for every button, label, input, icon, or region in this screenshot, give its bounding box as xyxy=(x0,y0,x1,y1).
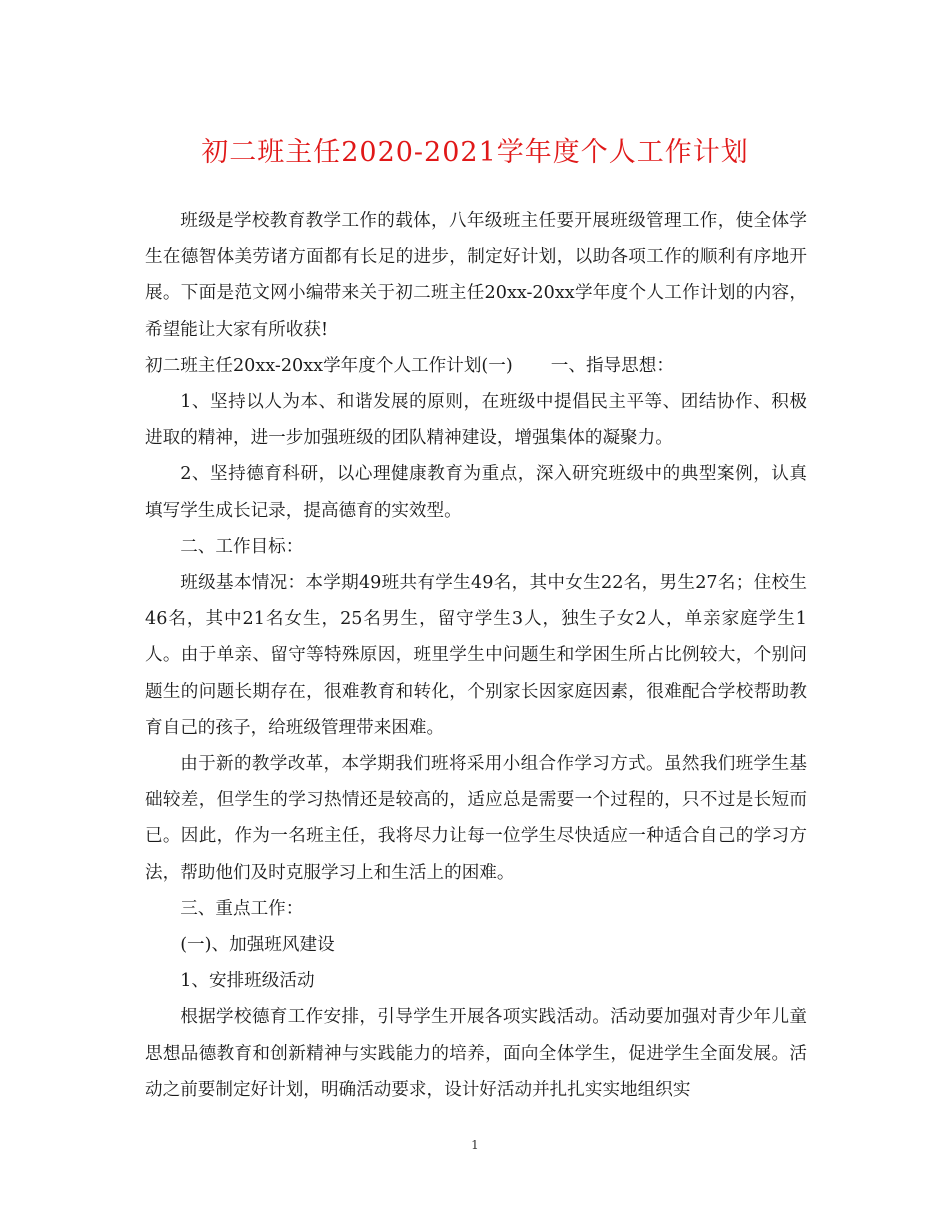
subsection-one-heading: (一)、加强班风建设 xyxy=(180,935,335,956)
activity-paragraph: 根据学校德育工作安排，引导学生开展各项实践活动。活动要加强对青少年儿童思想品德教育和创新精神与实践能力的培养，面向全体学生，促进学生全面发展。活动之前要制定好计划，明确活动要求，设计好活动并扎扎实实地组织实 xyxy=(145,1007,807,1100)
reform-paragraph: 由于新的教学改革，本学期我们班将采用小组合作学习方式。虽然我们班学生基础较差，但学生的学习热情还是较高的，适应总是需要一个过程的，只不过是长短而已。因此，作为一名班主任，我将尽力让每一位学生尽快适应一种适合自己的学习方法，帮助他们及时克服学习上和生活上的困难。 xyxy=(145,754,807,883)
class-situation-paragraph: 班级基本情况：本学期49班共有学生49名，其中女生22名，男生27名；住校生46名，其中21名女生，25名男生，留守学生3人，独生子女2人，单亲家庭学生1人。由于单亲、留守等特殊原因，班里学生中问题生和学困生所占比例较大，个别问题生的问题长期存在，很难教育和转化，个别家长因家庭因素，很难配合学校帮助教育自己的孩子，给班级管理带来困难。 xyxy=(145,573,807,738)
page-number: 1 xyxy=(471,1138,479,1152)
item-one-paragraph: 1、坚持以人为本、和谐发展的原则，在班级中提倡民主平等、团结协作、积极进取的精神，进一步加强班级的团队精神建设，增强集体的凝聚力。 xyxy=(145,392,807,449)
document-title: 初二班主任2020-2021学年度个人工作计划 xyxy=(201,137,749,168)
plan-title: 初二班主任20xx-20xx学年度个人工作计划(一) xyxy=(145,355,513,376)
section-three-heading: 三、重点工作： xyxy=(180,898,304,919)
section-two-heading: 二、工作目标： xyxy=(180,536,304,557)
intro-paragraph: 班级是学校教育教学工作的载体，八年级班主任要开展班级管理工作，使全体学生在德智体美劳诸方面都有长足的进步，制定好计划，以助各项工作的顺利有序地开展。下面是范文网小编带来关于初二班主任20xx-20xx学年度个人工作计划的内容，希望能让大家有所收获! xyxy=(145,211,807,340)
item-two-paragraph: 2、坚持德育科研，以心理健康教育为重点，深入研究班级中的典型案例，认真填写学生成长记录，提高德育的实效型。 xyxy=(145,464,807,521)
plan-heading-line xyxy=(145,348,807,384)
document-body xyxy=(145,203,807,1108)
section-one-heading: 一、指导思想： xyxy=(550,355,674,376)
activity-heading: 1、安排班级活动 xyxy=(180,971,315,992)
